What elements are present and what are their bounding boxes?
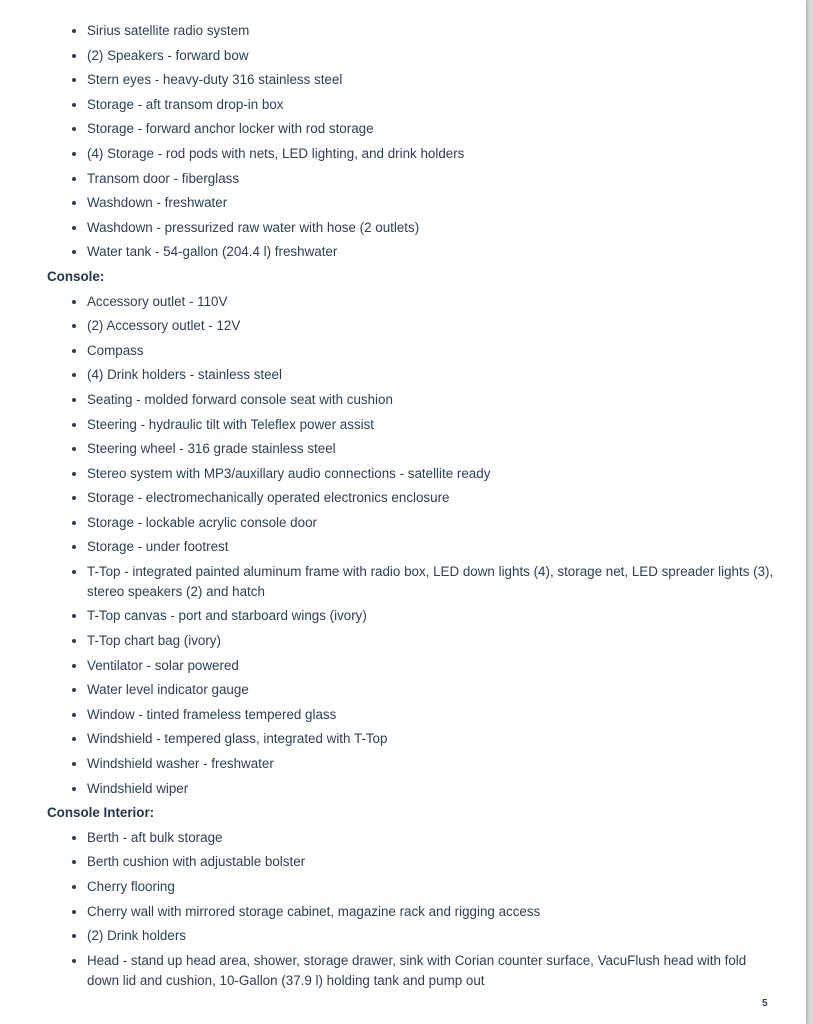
list-item: Water level indicator gauge [47,680,777,700]
list-item: Washdown - pressurized raw water with hose (2 outlets) [47,218,777,238]
bullet-list [47,292,777,799]
list-item: Cherry wall with mirrored storage cabinet, magazine rack and rigging access [47,902,777,922]
list-item: Compass [47,341,777,361]
list-item: Steering wheel - 316 grade stainless steel [47,439,777,459]
list-item: Storage - under footrest [47,537,777,557]
list-item: Windshield washer - freshwater [47,754,777,774]
page-number: 5 [762,998,768,1009]
document-content [47,21,777,995]
list-item: Transom door - fiberglass [47,169,777,189]
list-item: Storage - lockable acrylic console door [47,513,777,533]
list-item: (2) Accessory outlet - 12V [47,316,777,336]
list-item: T-Top - integrated painted aluminum frame with radio box, LED down lights (4), storage net, LED spreader lights (3), stereo speakers (2) and hatch [47,562,777,602]
list-item: Washdown - freshwater [47,193,777,213]
list-item: Stern eyes - heavy-duty 316 stainless steel [47,70,777,90]
section-heading: Console Interior: [47,805,155,821]
list-item: T-Top canvas - port and starboard wings (ivory) [47,606,777,626]
list-item: (2) Speakers - forward bow [47,46,777,66]
list-item: Steering - hydraulic tilt with Teleflex power assist [47,415,777,435]
list-item: Cherry flooring [47,877,777,897]
list-item: Windshield wiper [47,779,777,799]
list-item: (2) Drink holders [47,926,777,946]
list-item: Stereo system with MP3/auxillary audio connections - satellite ready [47,464,777,484]
bullet-list [47,21,777,262]
list-item: (4) Storage - rod pods with nets, LED lighting, and drink holders [47,144,777,164]
list-item: Berth - aft bulk storage [47,828,777,848]
list-item: Seating - molded forward console seat with cushion [47,390,777,410]
list-item: Ventilator - solar powered [47,656,777,676]
section-heading: Console: [47,268,105,284]
list-item: Storage - forward anchor locker with rod storage [47,119,777,139]
bullet-list [47,828,777,991]
list-item: Sirius satellite radio system [47,21,777,41]
list-item: Windshield - tempered glass, integrated with T-Top [47,729,777,749]
list-item: Berth cushion with adjustable bolster [47,852,777,872]
list-item: (4) Drink holders - stainless steel [47,365,777,385]
list-item: Storage - aft transom drop-in box [47,95,777,115]
list-item: T-Top chart bag (ivory) [47,631,777,651]
list-item: Window - tinted frameless tempered glass [47,705,777,725]
list-item: Head - stand up head area, shower, storage drawer, sink with Corian counter surface, VacuFlush head with fold down lid and cushion, 10-Gallon (37.9 l) holding tank and pump out [47,951,777,991]
list-item: Storage - electromechanically operated electronics enclosure [47,488,777,508]
list-item: Water tank - 54-gallon (204.4 l) freshwater [47,242,777,262]
list-item: Accessory outlet - 110V [47,292,777,312]
